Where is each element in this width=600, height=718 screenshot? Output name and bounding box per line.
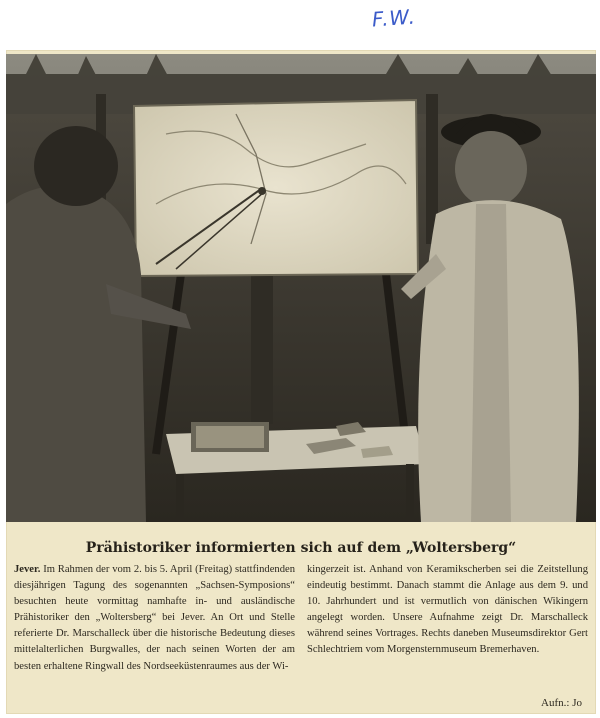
map-board bbox=[134, 100, 418, 276]
news-photo bbox=[6, 54, 596, 522]
column-2-text: kingerzeit ist. Anhand von Keramikscherben sei die Zeitstellung eindeutig bestimmt. Danach stammt die Anlage aus dem 9. und 10. Jahrhundert und ist vermutlich von dänischen Wikingern angelegt worden. Unsere Aufnahme zeigt Dr. Marschalleck während seines Vortrages. Rechts daneben Museumsdirektor Gert Schlechtriem vom Morgensternmuseum Bremerhaven. bbox=[307, 564, 588, 656]
article-column-2 bbox=[307, 562, 588, 708]
article-body bbox=[14, 562, 588, 708]
column-1-text: Im Rahmen der vom 2. bis 5. April (Freitag) stattfindenden diesjährigen Tagung des sogenannten „Sachsen-Symposions“ besuchten heute vormittag namhafte in- und ausländische Prähistoriker den „Woltersberg“ bei Jever. An Ort und Stelle referierte Dr. Marschalleck über die historische Bedeutung dieses mittelalterlichen Burgwalles, der nach seinen Worten der am besten erhaltene Ringwall des Nordseeküstenraumes aus der Wi- bbox=[14, 564, 295, 672]
caption-title: Prähistoriker informierten sich auf dem „Woltersberg“ bbox=[85, 540, 517, 556]
newspaper-clipping bbox=[6, 50, 596, 714]
article-lead: Jever. bbox=[14, 564, 41, 575]
handwritten-annotation: F.W. bbox=[371, 4, 417, 32]
photo-credit: Aufn.: Jo bbox=[541, 697, 582, 709]
article-column-1 bbox=[14, 562, 295, 708]
